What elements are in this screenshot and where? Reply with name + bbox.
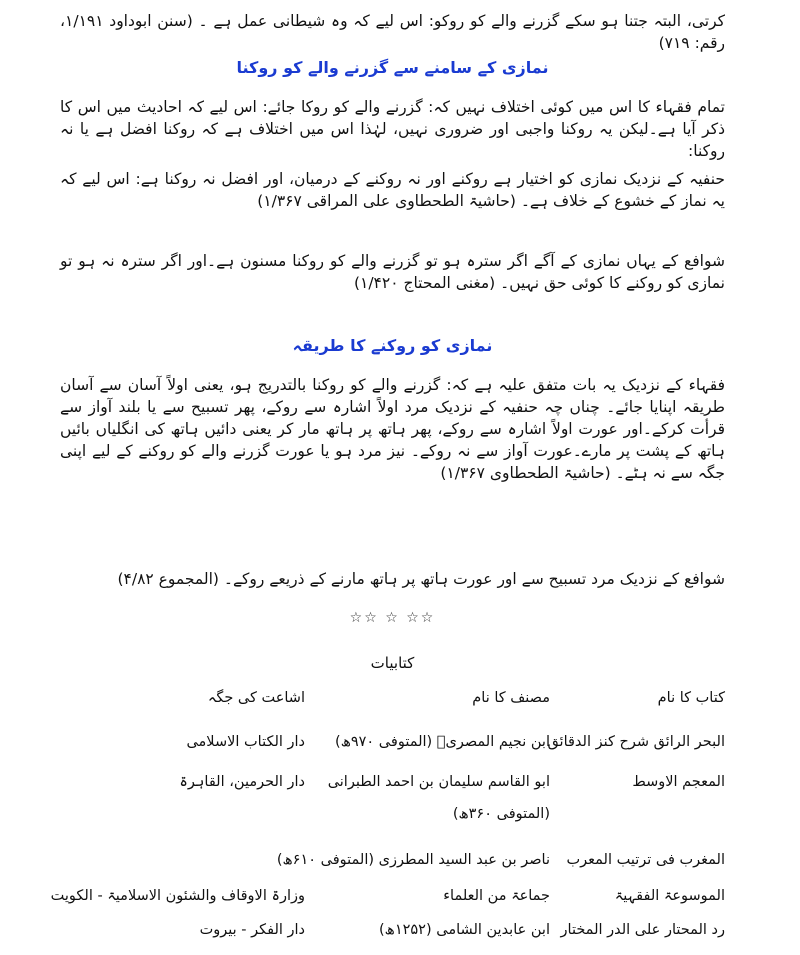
header-book: کتاب کا نام [657,690,725,706]
bibliography-row-continued [60,806,725,832]
bibliography-header-row [60,690,725,716]
row-publisher: دار الحرمین، القاہرۃ [179,774,305,790]
row-author: ابن عابدین الشامی (۱۲۵۲ھ) [379,922,550,938]
row-book: البحر الرائق شرح کنز الدقائق [547,734,725,750]
bibliography-title: کتابیات [370,654,415,672]
bibliography-row [60,852,725,878]
header-publisher: اشاعت کی جگہ [207,690,305,706]
section-heading-1: نمازی کے سامنے سے گزرنے والے کو روکنا [236,58,549,77]
bibliography-row [60,734,725,760]
row-author: ناصر بن عبد السید المطرزی (المتوفی ۶۱۰ھ) [276,852,550,868]
paragraph-4: فقہاء کے نزدیک یہ بات متفق علیہ ہے کہ: گزرنے والے کو روکنا بالتدریج ہو، یعنی اولاً آسان سے آسان طریقہ اپنایا جائے۔ چناں چہ حنفیہ کے نزدیک مرد اولاً اشارہ سے روکے، پھر تسبیح سے یا بلند آواز سے قرأت کرکے۔اور عورت اولاً اشارہ سے روکے، پھر ہاتھ پر ہاتھ مار کر یعنی دائیں ہاتھ کی انگلیاں بائیں ہاتھ کے پشت پر مارے۔عورت آواز سے نہ روکے۔ نیز مرد ہو یا عورت گزرنے والے کو روکنے کے لیے اپنی جگہ سے نہ ہٹے۔ (حاشیۃ الطحطاوی ۱/۳۶۷) [60,376,725,482]
paragraph-1: تمام فقہاء کا اس میں کوئی اختلاف نہیں کہ: گزرنے والے کو روکا جائے: اس لیے کہ احادیث میں اس کا ذکر آیا ہے۔لیکن یہ روکنا واجبی اور ضروری نہیں، لہٰذا اس میں اختلاف ہے کہ روکنا افضل ہے یا نہ روکنا: [60,98,725,160]
bibliography-row [50,888,725,914]
bibliography-row [60,922,725,948]
row-book: الموسوعۃ الفقہیۃ [614,888,725,904]
paragraph-3: شوافع کے یہاں نمازی کے آگے اگر سترہ ہو تو گزرنے والے کو روکنا مسنون ہے۔اور اگر سترہ نہ ہو تو نمازی کو روکنے کا کوئی حق نہیں۔ (مغنی المحتاج ۱/۴۲۰) [60,252,725,292]
document-page [50,6,725,951]
paragraph-5: شوافع کے نزدیک مرد تسبیح سے اور عورت ہاتھ پر ہاتھ مارنے کے ذریعے روکے۔ (المجموع ۴/۸۲) [117,570,725,588]
row-publisher: دار الکتاب الاسلامی [186,734,305,750]
row-publisher: وزارۃ الاوقاف والشئون الاسلامیۃ - الکویت [50,888,305,904]
row-book: المغرب فی ترتیب المعرب [566,852,725,868]
section-heading-2: نمازی کو روکنے کا طریقہ [292,336,493,355]
bibliography-row [60,774,725,800]
section-divider-stars: ☆☆ ☆ ☆☆ [349,610,436,626]
intro-line: کرتی، البتہ جتنا ہو سکے گزرنے والے کو روکو: اس لیے کہ وہ شیطانی عمل ہے ۔ (سنن ابوداود ۱/۱۹۱، رقم: ۷۱۹) [60,12,725,52]
row-author: جماعۃ من العلماء [443,888,550,904]
row-author: ابو القاسم سلیمان بن احمد الطبرانی [327,774,550,790]
header-author: مصنف کا نام [472,690,550,706]
row-author: (المتوفی ۳۶۰ھ) [452,806,550,822]
row-book: المعجم الاوسط [632,774,725,790]
row-author: ابن نجیم المصریؒ (المتوفی ۹۷۰ھ) [335,734,550,750]
paragraph-2: حنفیہ کے نزدیک نمازی کو اختیار ہے روکنے اور نہ روکنے کے درمیان، اور افضل نہ روکنا ہے: اس لیے کہ یہ نماز کے خشوع کے خلاف ہے۔ (حاشیۃ الطحطاوی علی المراقی ۱/۳۶۷) [60,170,725,210]
row-book: رد المحتار علی الدر المختار [560,922,725,938]
row-publisher: دار الفکر - بیروت [199,922,305,938]
